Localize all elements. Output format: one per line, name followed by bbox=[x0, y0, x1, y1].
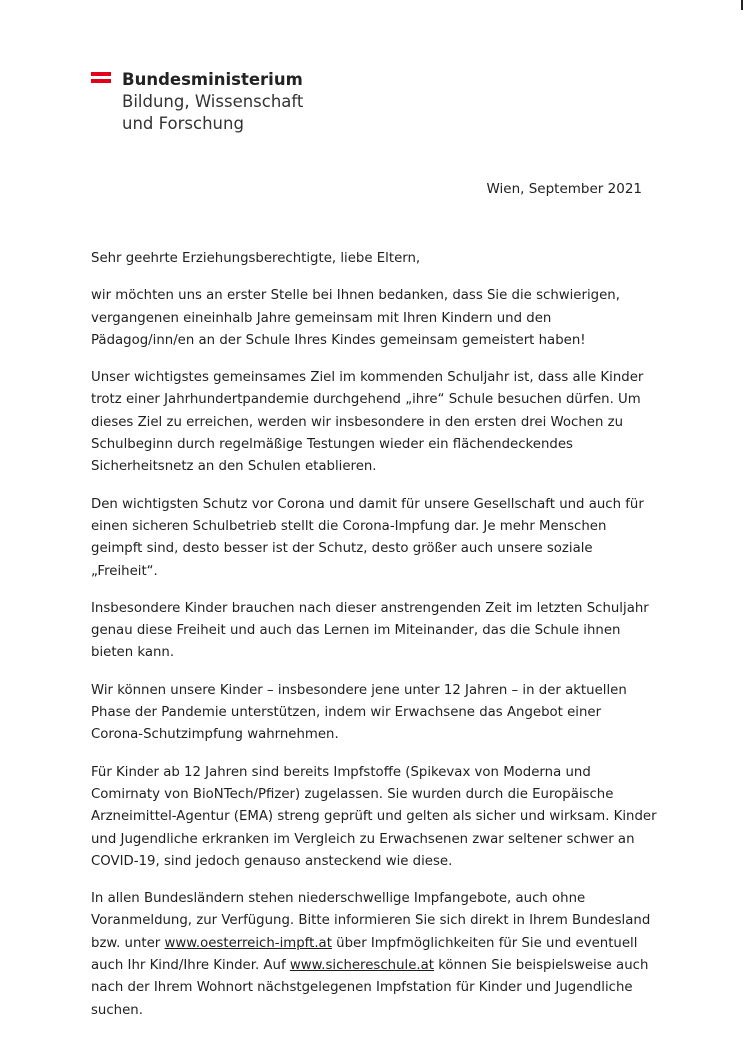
paragraph-vaccination-offers bbox=[91, 888, 657, 1022]
paragraph-goal: Unser wichtigstes gemeinsames Ziel im kommenden Schuljahr ist, dass alle Kinder trotz einer Jahrhundertpandemie durchgehend „ihre“ Schule besuchen dürfen. Um dieses Ziel zu erreichen, werden wir insbesondere in den ersten drei Wochen zu Schulbeginn durch regelmäßige Testungen wieder ein flächendeckendes Sicherheitsnetz an den Schulen etablieren. bbox=[91, 370, 644, 475]
paragraph-children-freedom: Insbesondere Kinder brauchen nach dieser anstrengenden Zeit im letzten Schuljahr genau diese Freiheit und auch das Lernen im Miteinander, das die Schule ihnen bieten kann. bbox=[91, 600, 649, 661]
ministry-name-line1: Bundesministerium bbox=[122, 70, 303, 89]
paragraph-vaccination-protection: Den wichtigsten Schutz vor Corona und damit für unsere Gesellschaft und auch für einen sicheren Schulbetrieb stellt die Corona-Impfung dar. Je mehr Menschen geimpft sind, desto besser ist der Schutz, desto größer auch unsere soziale „Freiheit“. bbox=[91, 496, 644, 579]
paragraph-adult-vaccination: Wir können unsere Kinder – insbesondere jene unter 12 Jahren – in der aktuellen Phase der Pandemie unterstützen, indem wir Erwachsene das Angebot einer Corona-Schutzimpfung wahrnehmen. bbox=[91, 682, 627, 743]
paragraph-thanks: wir möchten uns an erster Stelle bei Ihnen bedanken, dass Sie die schwierigen, vergangenen eineinhalb Jahre gemeinsam mit Ihren Kindern und den Pädagog/inn/en an der Schule Ihres Kindes gemeinsam gemeistert haben! bbox=[91, 288, 620, 348]
ministry-name-line3: und Forschung bbox=[122, 114, 244, 133]
ministry-name bbox=[122, 69, 303, 135]
offers-text-2: über Impfmöglichkeiten für Sie und eventuell auch Ihr Kind/Ihre Kinder. Auf bbox=[91, 935, 638, 974]
dateline: Wien, September 2021 bbox=[486, 181, 642, 197]
oesterreich-impft-link[interactable]: www.oesterreich-impft.at bbox=[164, 935, 332, 951]
sichereschule-link[interactable]: www.sichereschule.at bbox=[289, 958, 434, 974]
letter-body bbox=[91, 248, 657, 1037]
offers-text-1: In allen Bundesländern stehen niederschwellige Impfangebote, auch ohne Voranmeldung, zur Verfügung. Bitte informieren Sie sich direkt in Ihrem Bundesland bzw. unter bbox=[91, 891, 651, 951]
salutation: Sehr geehrte Erziehungsberechtigte, liebe Eltern, bbox=[91, 251, 421, 266]
scan-corner-mark bbox=[741, 0, 743, 10]
ministry-name-line2: Bildung, Wissenschaft bbox=[122, 92, 304, 111]
offers-text-3: können Sie beispielsweise auch nach der Ihrem Wohnort nächstgelegenen Impfstation für Kinder und Jugendliche suchen. bbox=[91, 958, 649, 1018]
austrian-flag-icon bbox=[91, 72, 111, 86]
paragraph-vaccines-approved: Für Kinder ab 12 Jahren sind bereits Impfstoffe (Spikevax von Moderna und Comirnaty von BioNTech/Pfizer) zugelassen. Sie wurden durch die Europäische Arzneimittel-Agentur (EMA) streng geprüft und gelten als sicher und wirksam. Kinder und Jugendliche erkranken im Vergleich zu Erwachsenen zwar seltener schwer an COVID-19, sind jedoch genauso ansteckend wie diese. bbox=[91, 764, 657, 869]
